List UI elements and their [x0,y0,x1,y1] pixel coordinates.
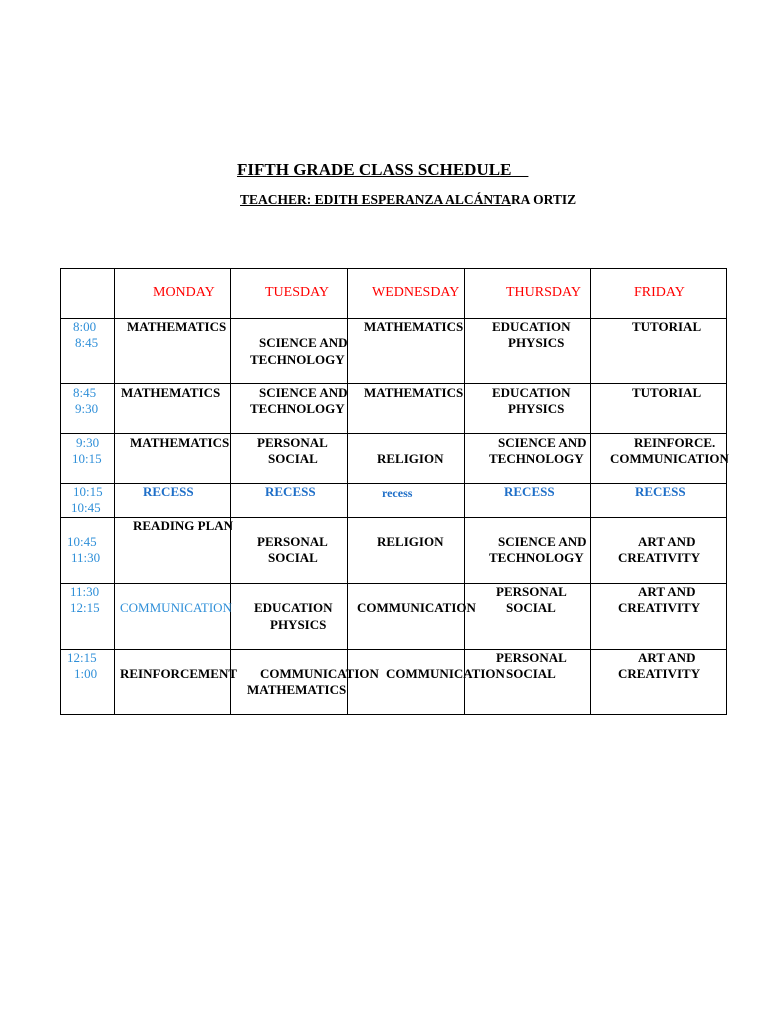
table-border-top [60,268,727,269]
cell-monday: COMMUNICATION [120,600,232,615]
teacher-name-rest: RA ORTIZ [510,192,577,207]
cell-tuesday-line2: MATHEMATICS [247,682,347,697]
document-title: FIFTH GRADE CLASS SCHEDULE [237,160,529,179]
time-end: 12:15 [70,600,100,615]
cell-friday: TUTORIAL [632,385,702,400]
cell-wednesday: MATHEMATICS [364,385,464,400]
cell-monday-recess: RECESS [143,484,194,499]
cell-monday: READING PLAN [133,518,234,533]
time-start: 10:45 [67,534,97,549]
time-end: 10:45 [71,500,101,515]
cell-friday: TUTORIAL [632,319,702,334]
time-end: 8:45 [75,335,99,350]
table-divider [60,433,727,434]
cell-thursday-line2: PHYSICS [508,335,565,350]
cell-monday: MATHEMATICS [121,385,221,400]
cell-wednesday: COMMUNICATION [357,600,476,615]
cell-wednesday: RELIGION [377,534,444,549]
day-header-monday: MONDAY [153,285,215,300]
time-end: 9:30 [75,401,99,416]
cell-monday: MATHEMATICS [130,435,230,450]
table-divider [60,383,727,384]
cell-wednesday-recess: recess [382,486,413,500]
cell-thursday-line2: TECHNOLOGY [489,550,584,565]
cell-tuesday-line2: SOCIAL [268,451,318,466]
cell-thursday-recess: RECESS [504,484,555,499]
day-header-tuesday: TUESDAY [265,285,330,300]
time-start: 8:45 [73,385,97,400]
time-start: 10:15 [73,484,103,499]
table-divider [464,268,465,715]
cell-friday-line2: COMMUNICATION [610,451,729,466]
cell-tuesday-recess: RECESS [265,484,316,499]
cell-friday-line2: CREATIVITY [618,666,701,681]
cell-thursday-line2: PHYSICS [508,401,565,416]
cell-tuesday-line1: SCIENCE AND [259,335,348,350]
cell-wednesday: MATHEMATICS [364,319,464,334]
cell-thursday-line2: SOCIAL [506,666,556,681]
cell-tuesday-line2: TECHNOLOGY [250,401,345,416]
cell-friday-line1: ART AND [638,534,696,549]
time-start: 8:00 [73,319,97,334]
cell-wednesday: COMMUNICATION [386,666,505,681]
cell-thursday-line1: PERSONAL [496,584,567,599]
cell-friday-line1: ART AND [638,584,696,599]
cell-friday-line2: CREATIVITY [618,600,701,615]
table-border-bottom [60,714,727,715]
time-end: 11:30 [71,550,101,565]
table-divider [590,268,591,715]
cell-thursday-line2: SOCIAL [506,600,556,615]
cell-thursday-line1: EDUCATION [492,385,571,400]
time-start: 12:15 [67,650,97,665]
day-header-thursday: THURSDAY [506,285,581,300]
cell-thursday-line2: TECHNOLOGY [489,451,584,466]
teacher-name-underlined: TEACHER: EDITH ESPERANZA ALCÁNTA [240,192,511,207]
cell-tuesday-line1: EDUCATION [254,600,333,615]
day-header-friday: FRIDAY [634,285,685,300]
cell-thursday-line1: PERSONAL [496,650,567,665]
time-start: 9:30 [76,435,100,450]
cell-friday-line1: ART AND [638,650,696,665]
cell-tuesday-line2: TECHNOLOGY [250,352,345,367]
time-end: 10:15 [72,451,102,466]
day-header-wednesday: WEDNESDAY [372,285,460,300]
cell-tuesday-line1: PERSONAL [257,534,328,549]
cell-friday-line2: CREATIVITY [618,550,701,565]
cell-tuesday-line2: PHYSICS [270,617,327,632]
cell-monday: REINFORCEMENT [120,666,238,681]
cell-tuesday-line1: SCIENCE AND [259,385,348,400]
table-border-right [726,268,727,715]
cell-wednesday: RELIGION [377,451,444,466]
cell-tuesday-line1: PERSONAL [257,435,328,450]
cell-friday-recess: RECESS [635,484,686,499]
cell-monday: MATHEMATICS [127,319,227,334]
table-divider [114,268,115,715]
cell-thursday-line1: SCIENCE AND [498,435,587,450]
cell-thursday-line1: SCIENCE AND [498,534,587,549]
cell-tuesday-line2: SOCIAL [268,550,318,565]
cell-thursday-line1: EDUCATION [492,319,571,334]
table-divider [60,649,727,650]
cell-tuesday-line1: COMMUNICATION [260,666,379,681]
cell-friday-line1: REINFORCE. [634,435,716,450]
table-border-left [60,268,61,715]
time-end: 1:00 [74,666,98,681]
table-divider [230,268,231,715]
time-start: 11:30 [70,584,100,599]
table-divider [60,583,727,584]
